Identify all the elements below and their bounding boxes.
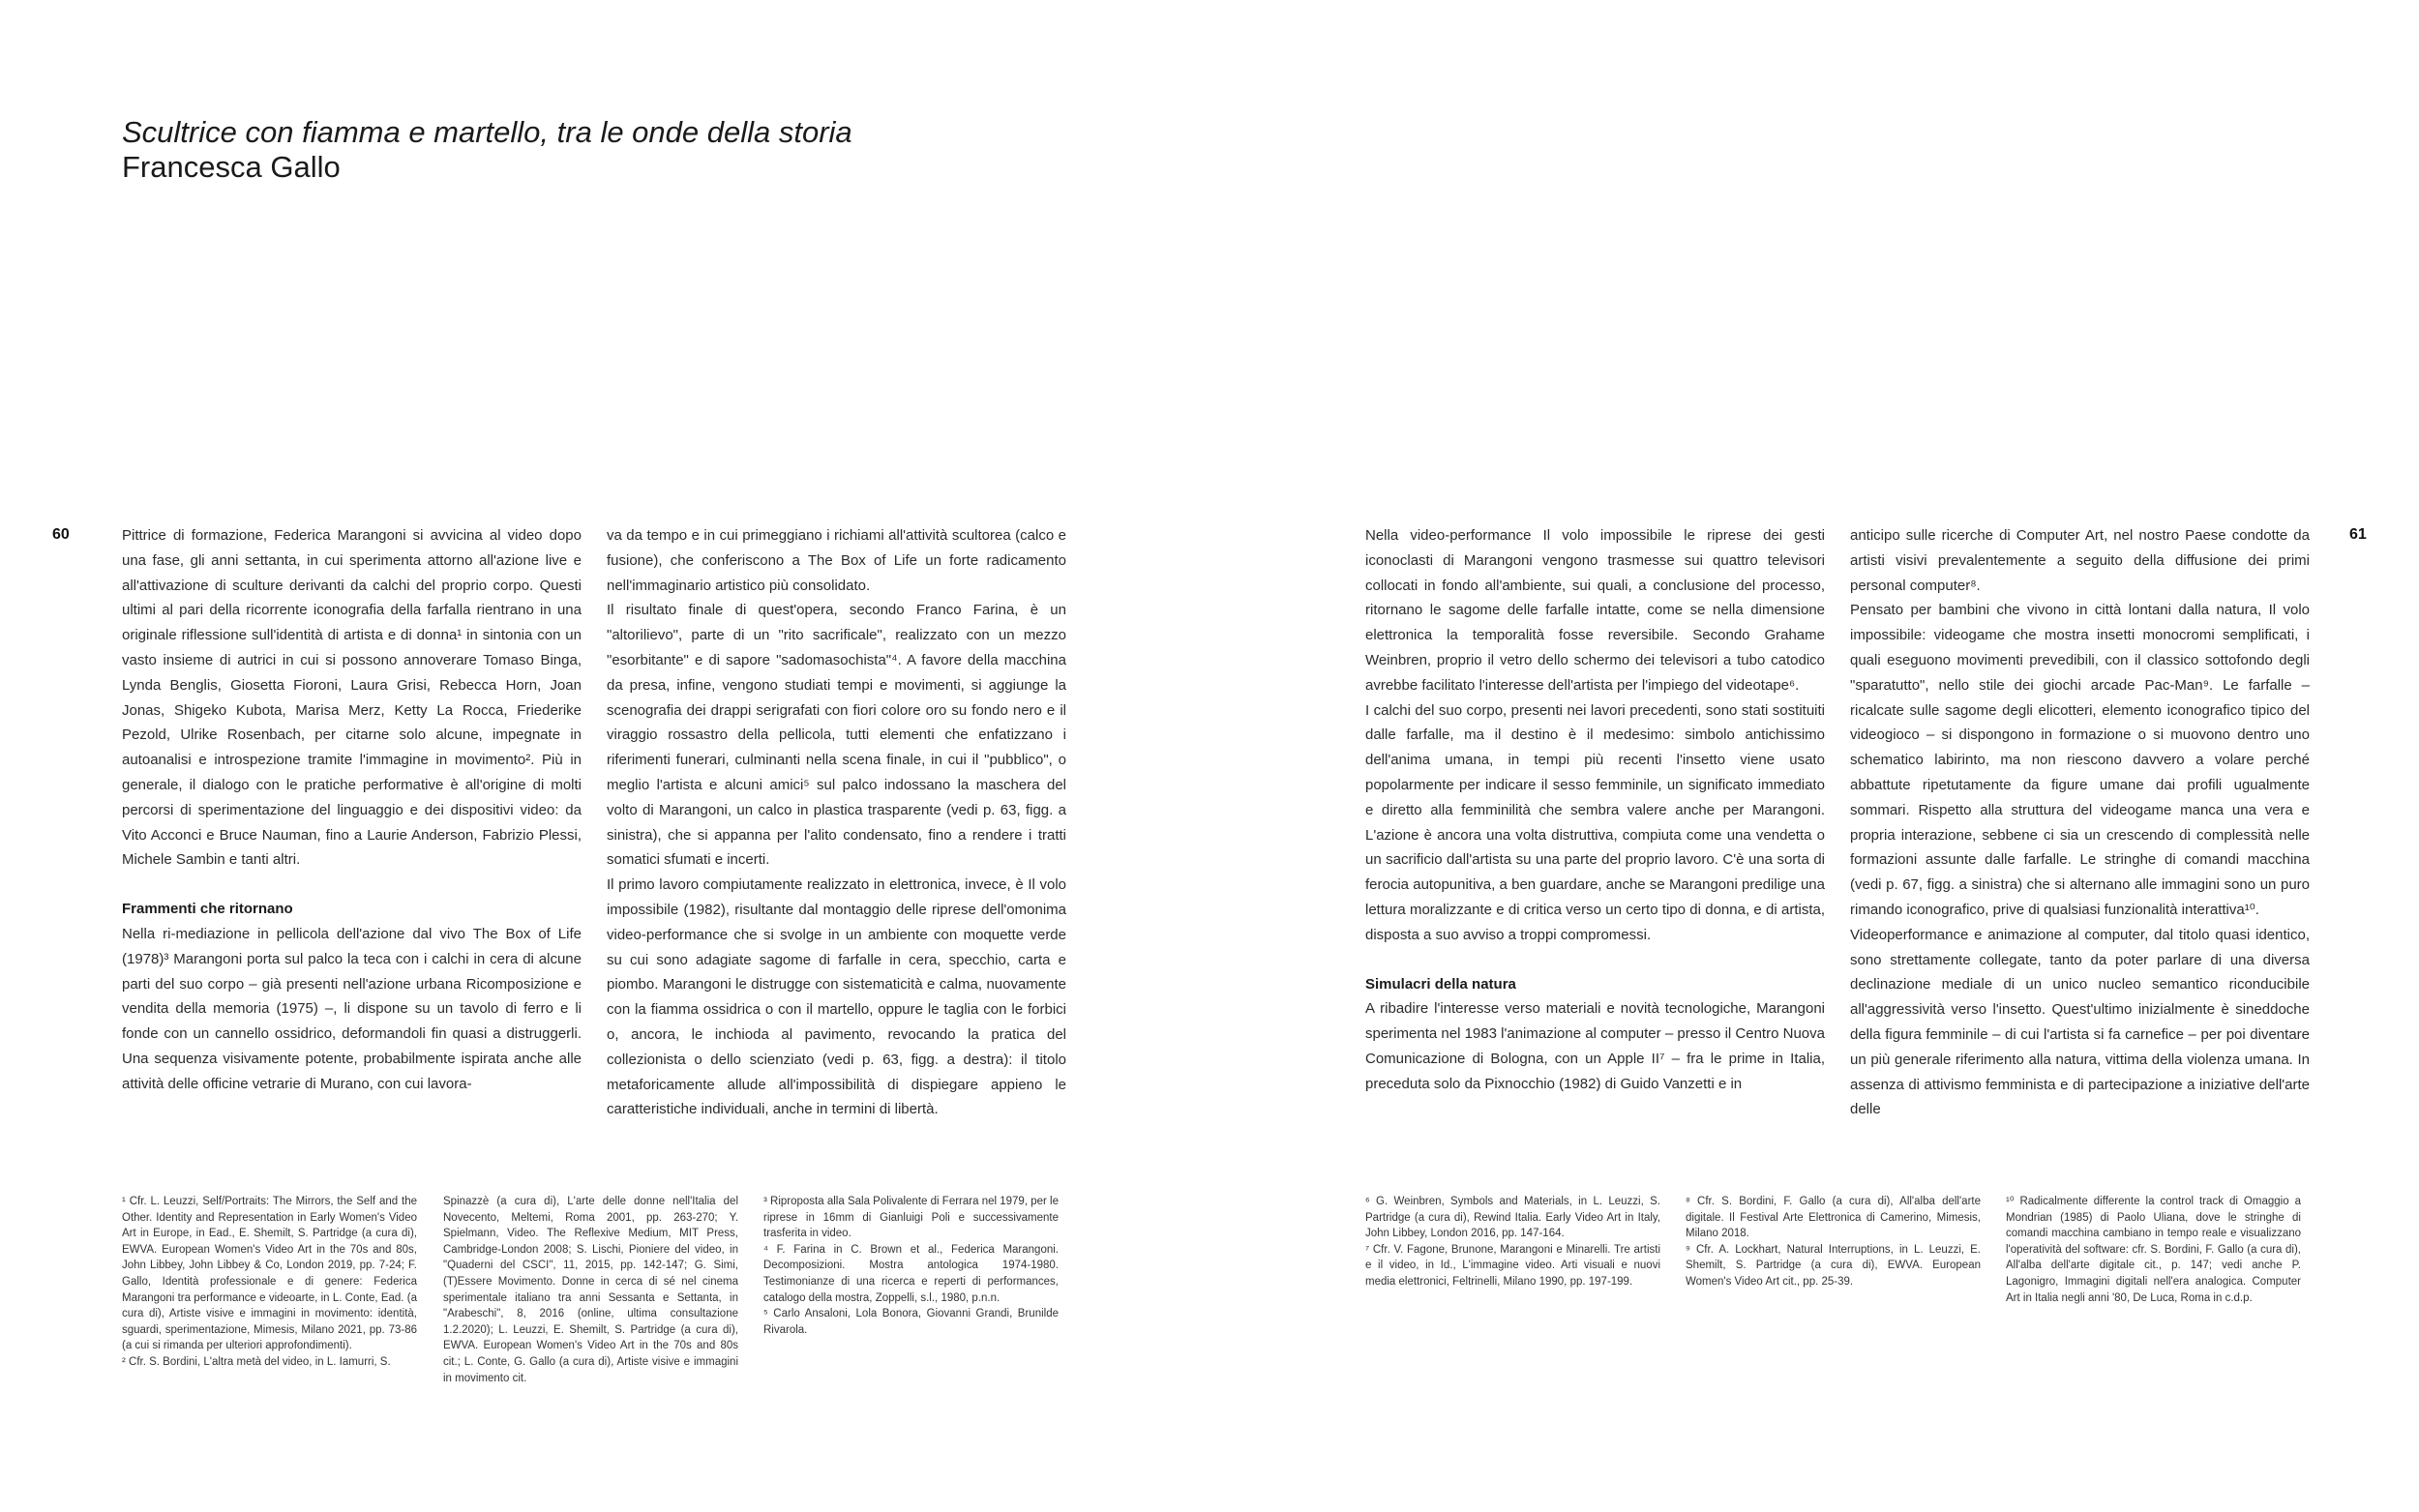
footnotes-column-5 — [1686, 1194, 1981, 1290]
page-number-right: 61 — [2349, 526, 2367, 543]
article-author: Francesca Gallo — [122, 150, 341, 184]
paragraph: Il primo lavoro compiutamente realizzato in elettronica, invece, è Il volo impossibile (1982), risultante dal montaggio delle riprese dell'omonima video-performance che si svolge in un ambiente con moquette verde su cui sono adagiate sagome di farfalle in cera, specchio, carta e piombo. Marangoni le distrugge con sistematicità e calma, nuovamente con la fiamma ossidrica o con il martello, oppure le taglia con le forbici o, ancora, le inchioda al pavimento, revocando la pratica del collezionista o dello scienziato (vedi p. 63, figg. a destra): il titolo metaforicamente allude all'impossibilità di dispiegare appieno le caratteristiche individuali, anche in termini di libertà. — [607, 876, 1066, 1118]
body-column-4 — [1850, 523, 2310, 1122]
footnotes-column-6 — [2006, 1194, 2301, 1306]
footnote: Spinazzè (a cura di), L'arte delle donne nell'Italia del Novecento, Meltemi, Roma 2001, pp. 263-270; Y. Spielmann, Video. The Reflexive Medium, MIT Press, Cambridge-London 2008; S. Lischi, Pioniere del video, in "Quaderni del CSCI", 11, 2015, pp. 142-147; G. Simi, (T)Essere Movimento. Donne in cerca di sé nel cinema sperimentale italiano tra anni Sessanta e Settanta, in "Arabeschi", 8, 2016 (online, ultima consultazione 1.2.2020); L. Leuzzi, E. Shemilt, S. Partridge (a cura di), EWVA. European Women's Video Art in the 70s and 80s cit.; L. Conte, G. Gallo (a cura di), Artiste visive e immagini in movimento cit. — [443, 1196, 738, 1384]
footnotes-column-2 — [443, 1194, 738, 1386]
paragraph: A ribadire l'interesse verso materiali e novità tecnologiche, Marangoni sperimenta nel 1983 l'animazione al computer – presso il Centro Nuova Comunicazione di Bologna, con un Apple II⁷ – fra le prime in Italia, preceduta solo da Pixnocchio (1982) di Guido Vanzetti e in — [1365, 1000, 1825, 1092]
paragraph: I calchi del suo corpo, presenti nei lavori precedenti, sono stati sostituiti dalle farfalle, ma il destino è il medesimo: simbolo antichissimo dell'anima umana, in tempi più recenti l'insetto viene usato popolarmente per indicare il sesso femminile, un significato immediato e diretto alla femminilità che sembra valere anche per Marangoni. L'azione è ancora una volta distruttiva, compiuta come una vendetta o un sacrificio dall'artista su una parte del proprio lavoro. C'è una sorta di ferocia autopunitiva, a ben guardare, anche se Marangoni predilige una lettura moralizzante e di critica verso un certo tipo di donna, e di artista, disposta a suo avviso a troppi compromessi. — [1365, 701, 1825, 943]
paragraph: Nella video-performance Il volo impossibile le riprese dei gesti iconoclasti di Marangoni vengono trasmesse sui quattro televisori collocati in fondo all'ambiente, sui quali, a conclusione del processo, ritornano le sagome delle farfalle intatte, come se nella dimensione elettronica la temporalità fosse reversibile. Secondo Grahame Weinbren, proprio il vetro dello schermo dei televisori a tubo catodico avrebbe facilitato l'interesse dell'artista per l'impiego del videotape⁶. — [1365, 527, 1825, 694]
body-column-2 — [607, 523, 1066, 1122]
footnote: ¹ Cfr. L. Leuzzi, Self/Portraits: The Mirrors, the Self and the Other. Identity and Representation in Early Women's Video Art in Europe, in Ead., E. Shemilt, S. Partridge (a cura di), EWVA. European Women's Video Art in the 70s and 80s, John Libbey, John Libbey & Co, London 2019, pp. 7-24; F. Gallo, Identità professionale e di genere: Federica Marangoni tra performance e videoarte, in L. Conte, Ead. (a cura di), Artiste visive e immagini in movimento: identità, sguardi, sperimentazione, Mimesis, Milano 2021, pp. 73-86 (a cui si rimanda per ulteriori approfondimenti). — [122, 1196, 417, 1352]
footnote: ⁶ G. Weinbren, Symbols and Materials, in L. Leuzzi, S. Partridge (a cura di), Rewind Italia. Early Video Art in Italy, John Libbey, London 2016, pp. 147-164. — [1365, 1196, 1660, 1240]
body-column-3 — [1365, 523, 1825, 1097]
footnote: ⁵ Carlo Ansaloni, Lola Bonora, Giovanni Grandi, Brunilde Rivarola. — [763, 1308, 1059, 1336]
footnotes-column-3 — [763, 1194, 1059, 1338]
footnote: ³ Riproposta alla Sala Polivalente di Ferrara nel 1979, per le riprese in 16mm di Gianluigi Poli e successivamente trasferita in video. — [763, 1196, 1059, 1240]
footnote: ¹⁰ Radicalmente differente la control track di Omaggio a Mondrian (1985) di Paolo Uliana, dove le stringhe di comandi macchina cambiano in tempo reale e visualizzano l'operatività del software: cfr. S. Bordini, F. Gallo (a cura di), All'alba dell'arte digitale cit., p. 147; vedi anche P. Lagonigro, Immagini digitali nell'era analogica. Computer Art in Italia negli anni '80, De Luca, Roma in c.d.p. — [2006, 1196, 2301, 1304]
footnote: ⁷ Cfr. V. Fagone, Brunone, Marangoni e Minarelli. Tre artisti e il video, in Id., L'immagine video. Arti visuali e nuovi media elettronici, Feltrinelli, Milano 1990, pp. 197-199. — [1365, 1243, 1660, 1288]
paragraph: Pensato per bambini che vivono in città lontani dalla natura, Il volo impossibile: videogame che mostra insetti monocromi semplificati, i quali eseguono movimenti prevedibili, con il classico sottofondo degli "sparatutto", nello stile dei giochi arcade Pac-Man⁹. Le farfalle – ricalcate sulle sagome degli elicotteri, elemento iconografico tipico del videogioco – si dispongono in formazione o si muovono dentro uno schematico labirinto, ma non riescono davvero a volare perché abbattute ripetutamente da figure umane dai profili ugualmente sommari. Rispetto alla struttura del videogame manca una vera e propria interazione, sebbene ci sia un crescendo di complessità nelle formazioni assunte dalle farfalle. Le stringhe di comandi macchina (vedi p. 67, figg. a sinistra) che si alternano alle immagini sono un puro rimando iconografico, prive di qualsiasi funzionalità interattiva¹⁰. — [1850, 602, 2310, 918]
section-heading: Simulacri della natura — [1365, 975, 1516, 993]
paragraph: Il risultato finale di quest'opera, secondo Franco Farina, è un "altorilievo", parte di un "rito sacrificale", realizzato con un mezzo "esorbitante" e di sapore "sadomasochista"⁴. A favore della macchina da presa, infine, vengono studiati tempi e movimenti, si aggiunge la scenografia dei drappi serigrafati con fiori colore oro su fondo nero e il viraggio rossastro della pellicola, tutti elementi che enfatizzano i riferimenti funerari, culminanti nella scena finale, in cui il "pubblico", o meglio l'artista e alcuni amici⁵ sul palco indossano la maschera del volto di Marangoni, un calco in plastica trasparente (vedi p. 63, figg. a sinistra), che si appanna per l'alito condensato, fino a rendere i tratti somatici sfumati e incerti. — [607, 602, 1066, 869]
paragraph: anticipo sulle ricerche di Computer Art, nel nostro Paese condotte da artisti visivi prevalentemente a seguito della diffusione dei primi personal computer⁸. — [1850, 527, 2310, 594]
section-heading: Frammenti che ritornano — [122, 901, 293, 918]
footnotes-column-4 — [1365, 1194, 1660, 1290]
footnote: ⁴ F. Farina in C. Brown et al., Federica Marangoni. Decomposizioni. Mostra antologica 1974-1980. Testimonianze di una ricerca e reperti di performances, catalogo della mostra, Zoppelli, s.l., 1980, p.n.n. — [763, 1243, 1059, 1304]
footnote: ² Cfr. S. Bordini, L'altra metà del video, in L. Iamurri, S. — [122, 1355, 391, 1368]
body-column-1 — [122, 523, 582, 1097]
paragraph: Pittrice di formazione, Federica Marangoni si avvicina al video dopo una fase, gli anni settanta, in cui sperimenta attorno all'azione live e all'attivazione di sculture derivanti da calchi del proprio corpo. Questi ultimi al pari della ricorrente iconografia della farfalla rientrano in una originale riflessione sull'identità di artista e di donna¹ in sintonia con un vasto insieme di autrici in cui si possono annoverare Tomaso Binga, Lynda Benglis, Giosetta Fioroni, Laura Grisi, Rebecca Horn, Joan Jonas, Shigeko Kubota, Marisa Merz, Ketty La Rocca, Friederike Pezold, Ulrike Rosenbach, per citarne solo alcune, impegnate in autoanalisi e introspezione tramite l'immagine in movimento². Più in generale, il dialogo con le pratiche performative è all'origine di molti percorsi di sperimentazione del linguaggio e dei dispositivi video: da Vito Acconci e Bruce Nauman, fino a Laurie Anderson, Fabrizio Plessi, Michele Sambin e tanti altri. — [122, 527, 582, 869]
paragraph: Videoperformance e animazione al computer, dal titolo quasi identico, sono strettamente collegate, tanto da poter parlare di una diversa declinazione mediale di un unico nucleo semantico riconducibile all'aggressività verso l'insetto. Quest'ultimo inizialmente è sineddoche della figura femminile – di cui l'artista si fa carnefice – per poi diventare un più generale riferimento alla natura, vittima della violenza umana. In assenza di attivismo femminista e di partecipazione a iniziative dell'arte delle — [1850, 926, 2310, 1118]
paragraph: va da tempo e in cui primeggiano i richiami all'attività scultorea (calco e fusione), che conferiscono a The Box of Life un forte radicamento nell'immaginario artistico più consolidato. — [607, 527, 1066, 594]
footnote: ⁹ Cfr. A. Lockhart, Natural Interruptions, in L. Leuzzi, E. Shemilt, S. Partridge (a cura di), EWVA. European Women's Video Art cit., pp. 25-39. — [1686, 1243, 1981, 1288]
article-title: Scultrice con fiamma e martello, tra le onde della storia — [122, 115, 852, 149]
page-number-left: 60 — [52, 526, 70, 543]
footnotes-column-1 — [122, 1194, 417, 1371]
footnote: ⁸ Cfr. S. Bordini, F. Gallo (a cura di), All'alba dell'arte digitale. Il Festival Arte Elettronica di Camerino, Mimesis, Milano 2018. — [1686, 1196, 1981, 1240]
paragraph: Nella ri-mediazione in pellicola dell'azione dal vivo The Box of Life (1978)³ Marangoni porta sul palco la teca con i calchi in cera di alcune parti del suo corpo – già presenti nell'azione urbana Ricomposizione e vendita della memoria (1975) –, li dispone su un tavolo di ferro e li fonde con un cannello ossidrico, deformandoli fin quasi a distruggerli. Una sequenza visivamente potente, probabilmente ispirata anche alle attività delle officine vetrarie di Murano, con cui lavora- — [122, 925, 582, 1092]
